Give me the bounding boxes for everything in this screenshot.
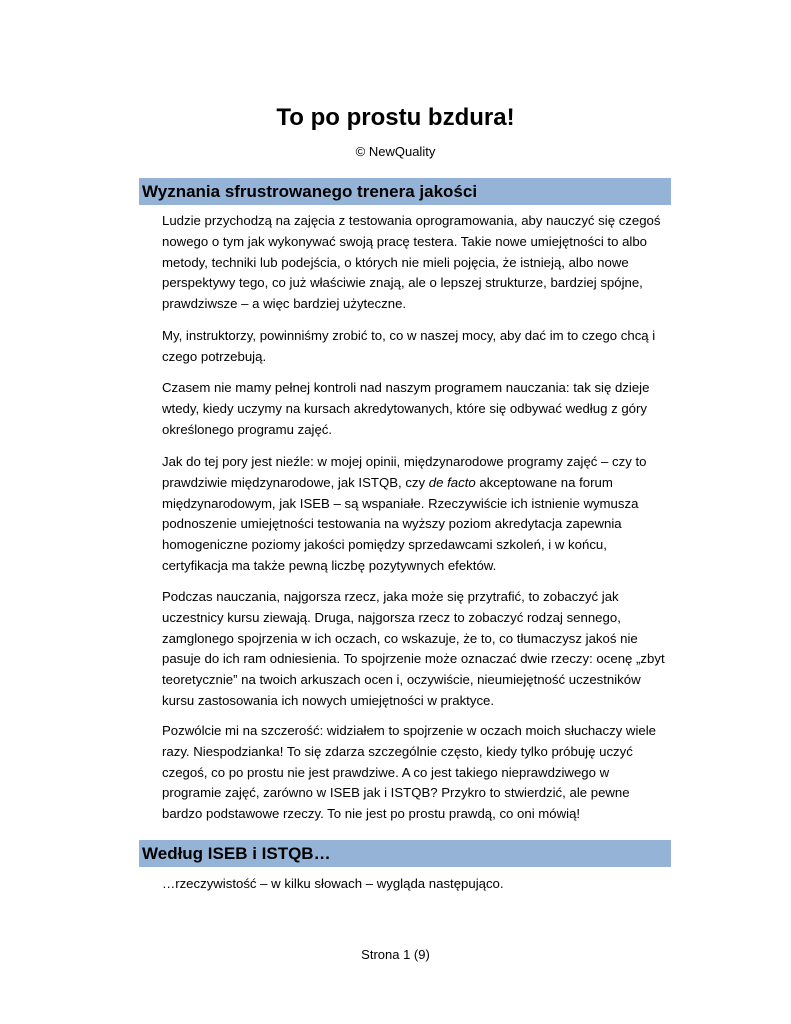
paragraph-text: Ludzie przychodzą na zajęcia z testowania oprogramowania, aby nauczyć się czegoś nowego o tym jak wykonywać swoją pracę testera. Takie nowe umiejętności to albo metody, techniki lub podejścia, o których nie mieli pojęcia, że istnieją, albo nowe perspektywy tego, co już właściwie znają, ale o lepszej strukturze, bardziej spójne, prawdziwsze – a więc bardziej użyteczne. [162, 213, 661, 312]
paragraph-text: Pozwólcie mi na szczerość: widziałem to spojrzenie w oczach moich słuchaczy wiele razy. Niespodzianka! To się zdarza szczególnie często, kiedy tylko próbuję uczyć czegoś, co po prostu nie jest prawdziwe. A co jest takiego nieprawdziwego w programie zajęć, zarówno w ISEB jak i ISTQB? Przykro to stwierdzić, ale pewne bardzo podstawowe rzeczy. To nie jest po prostu prawdą, co oni mówią! [162, 723, 656, 822]
paragraph-text: …rzeczywistość – w kilku słowach – wygląda następująco. [162, 876, 504, 891]
document-title: To po prostu bzdura! [276, 104, 515, 131]
paragraph-text: My, instruktorzy, powinniśmy zrobić to, co w naszej mocy, aby dać im to czego chcą i czego potrzebują. [162, 328, 656, 364]
section-heading-confessions: Wyznania sfrustrowanego trenera jakości [139, 178, 671, 205]
paragraph-text-part: Jak do tej pory jest nieźle: w mojej opinii, międzynarodowe programy zajęć – czy to prawdziwie międzynarodowe, jak ISTQB, czy [162, 454, 647, 490]
paragraph [162, 326, 672, 368]
italic-phrase: de facto [428, 474, 476, 490]
paragraph-text [162, 452, 672, 577]
section-heading-iseb-istqb: Według ISEB i ISTQB… [139, 840, 671, 867]
paragraph [162, 874, 672, 895]
paragraph [162, 211, 672, 315]
paragraph [162, 378, 672, 440]
paragraph [162, 452, 672, 577]
page-number-footer: Strona 1 (9) [361, 947, 430, 962]
copyright-line: © NewQuality [355, 144, 436, 159]
paragraph [162, 587, 672, 712]
paragraph [162, 721, 672, 825]
paragraph-text: Podczas nauczania, najgorsza rzecz, jaka może się przytrafić, to zobaczyć jak uczestnicy kursu ziewają. Druga, najgorsza rzecz to zobaczyć rodzaj sennego, zamglonego spojrzenia w ich oczach, co wskazuje, że to, co tłumaczysz jakoś nie pasuje do ich ram odniesienia. To spojrzenie może oznaczać dwie rzeczy: ocenę „zbyt teoretycznie” na twoich arkuszach ocen i, oczywiście, nieumiejętność uczestników kursu zastosowania ich nowych umiejętności w praktyce. [162, 589, 665, 708]
paragraph-text: Czasem nie mamy pełnej kontroli nad naszym programem nauczania: tak się dzieje wtedy, kiedy uczymy na kursach akredytowanych, które się odbywać według z góry określonego programu zajęć. [162, 380, 650, 437]
paragraph-text-part: akceptowane na forum międzynarodowym, jak ISEB – są wspaniałe. Rzeczywiście ich istnienie wymusza podnoszenie umiejętności testowania na wyższy poziom akredytacja zapewnia homogeniczne poziomy jakości pomiędzy sprzedawcami szkoleń, i w końcu, certyfikacja ma także pewną liczbę pozytywnych efektów. [162, 474, 639, 573]
